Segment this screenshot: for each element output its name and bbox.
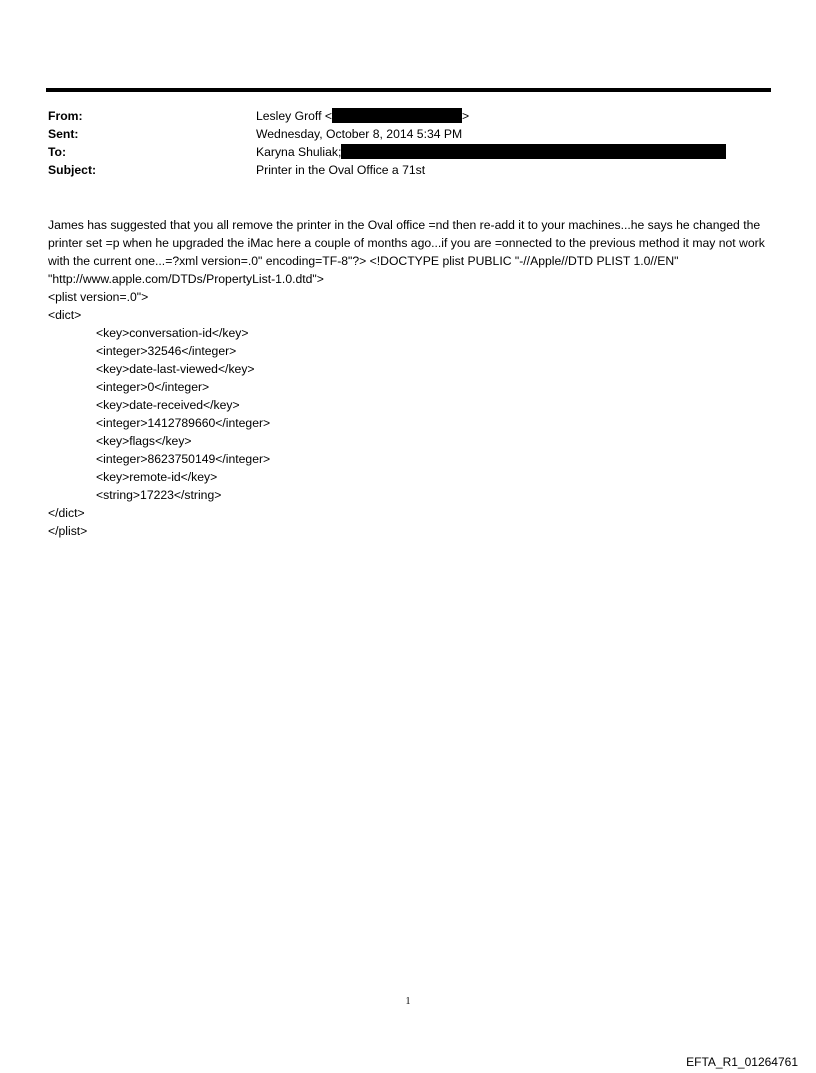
- from-label: From:: [48, 109, 83, 123]
- plist-open: <plist version=.0">: [48, 290, 149, 304]
- dict-line: <key>flags</key>: [96, 434, 192, 448]
- subject-label: Subject:: [48, 163, 97, 177]
- dict-line: <integer>32546</integer>: [96, 344, 237, 358]
- dict-line: <string>17223</string>: [96, 488, 222, 502]
- from-value: [256, 107, 469, 125]
- redaction-block: [332, 108, 462, 123]
- to-value: [256, 143, 726, 161]
- page-number: 1: [405, 996, 411, 1007]
- dict-line: <integer>0</integer>: [96, 380, 210, 394]
- dict-line: <integer>8623750149</integer>: [96, 452, 271, 466]
- dict-close: </dict>: [48, 506, 85, 520]
- subject-value: Printer in the Oval Office a 71st: [256, 163, 426, 177]
- dict-open: <dict>: [48, 308, 82, 322]
- dict-line: <key>conversation-id</key>: [96, 326, 249, 340]
- email-body: [48, 216, 773, 540]
- from-name: Lesley Groff <: [256, 109, 332, 123]
- to-name: Karyna Shuliak;: [256, 145, 342, 159]
- dict-line: <key>remote-id</key>: [96, 470, 218, 484]
- header-rule: [46, 88, 771, 92]
- redaction-block: [341, 144, 726, 159]
- body-paragraph: James has suggested that you all remove the printer in the Oval office =nd then re-add it to your machines...he says he changed the printer set =p when he upgraded the iMac here a couple of months ago...if you are =onnected to the previous method it may not work with the current one...=?xml version=.0" encoding=TF-8"?> <!DOCTYPE plist PUBLIC "-//Apple//DTD PLIST 1.0//EN" "http://www.apple.com/DTDs/PropertyList-1.0.dtd">: [48, 218, 765, 286]
- bates-number: EFTA_R1_01264761: [686, 1055, 798, 1069]
- sent-label: Sent:: [48, 127, 79, 141]
- plist-close: </plist>: [48, 524, 88, 538]
- from-tail: >: [462, 109, 470, 123]
- sent-value: Wednesday, October 8, 2014 5:34 PM: [256, 127, 463, 141]
- to-label: To:: [48, 145, 67, 159]
- dict-line: <key>date-received</key>: [96, 398, 240, 412]
- dict-line: <integer>1412789660</integer>: [96, 416, 271, 430]
- dict-line: <key>date-last-viewed</key>: [96, 362, 255, 376]
